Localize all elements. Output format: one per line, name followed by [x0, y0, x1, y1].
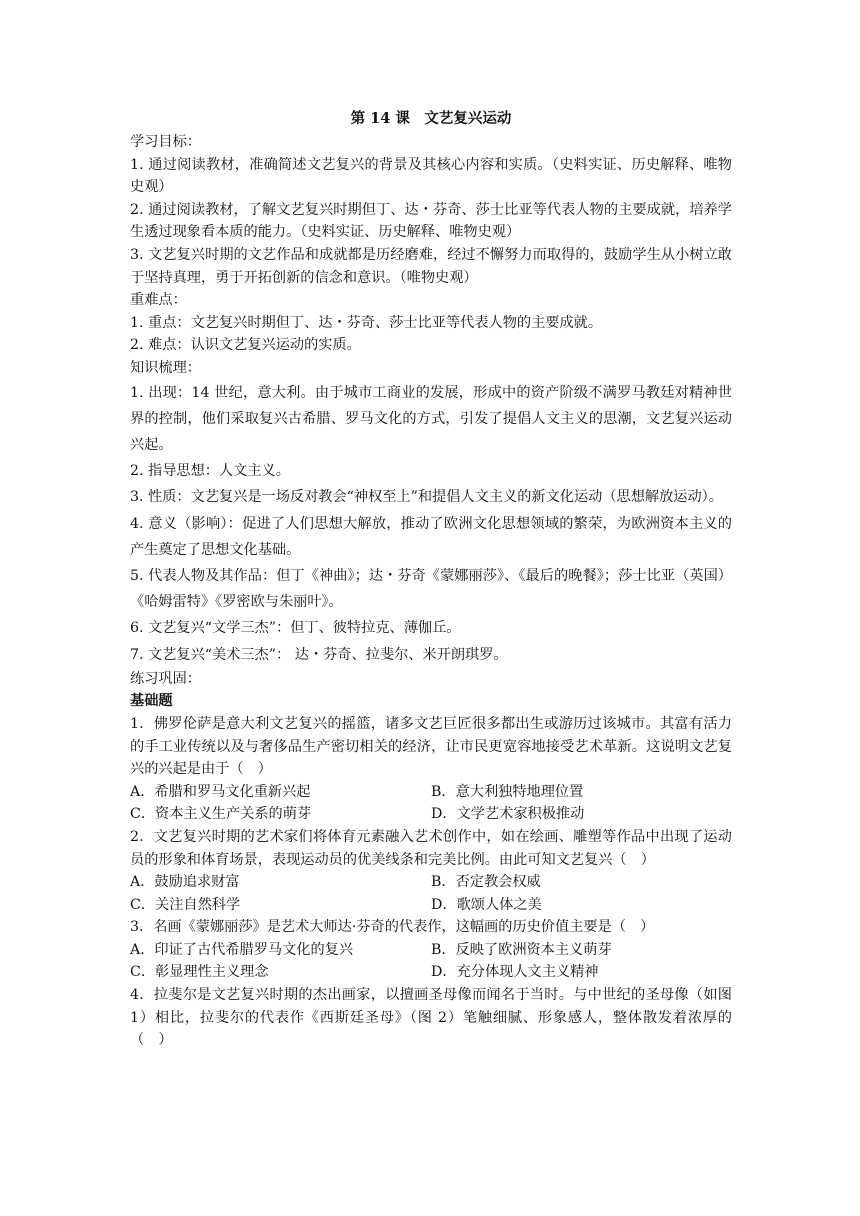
- option-a: A．印证了古代希腊罗马文化的复兴: [130, 941, 354, 958]
- knowledge-item: 2. 指导思想：人文主义。: [130, 463, 290, 480]
- practice-heading: 练习巩固：: [130, 670, 201, 687]
- question-stem: 4．拉斐尔是文艺复兴时期的杰出画家，以擅画圣母像而闻名于当时。与中世纪的圣母像（如图 1）相比，拉斐尔的代表作《西斯廷圣母》（图 2）笔触细腻、形象感人，整体散发着浓厚的（ ）: [130, 987, 732, 1049]
- knowledge-item: 7. 文艺复兴“美术三杰”： 达・芬奇、拉斐尔、米开朗琪罗。: [130, 646, 508, 663]
- key-point-item: 1. 重点：文艺复兴时期但丁、达・芬奇、莎士比亚等代表人物的主要成就。: [130, 314, 603, 331]
- option-row: [130, 961, 732, 984]
- option-b: B．意大利独特地理位置: [431, 783, 584, 800]
- knowledge-item: 6. 文艺复兴“文学三杰”：但丁、彼特拉克、薄伽丘。: [130, 620, 461, 637]
- option-a: A．鼓励追求财富: [130, 874, 240, 891]
- option-a: A．希腊和罗马文化重新兴起: [130, 783, 311, 800]
- key-point-item: 2. 难点：认识文艺复兴运动的实质。: [130, 337, 361, 354]
- question-stem: 3．名画《蒙娜丽莎》是艺术大师达·芬奇的代表作，这幅画的历史价值主要是（ ）: [130, 919, 655, 936]
- option-row: [130, 871, 732, 894]
- question-stem: 1．佛罗伦萨是意大利文艺复兴的摇篮，诸多文艺巨匠很多都出生或游历过该城市。其富有活力的手工业传统以及与奢侈品生产密切相关的经济，让市民更宽容地接受艺术革新。这说明文艺复兴的兴起是由于（ ）: [130, 715, 732, 778]
- goal-item: 1. 通过阅读教材，准确简述文艺复兴的背景及其核心内容和实质。（史料实证、历史解释、唯物史观）: [130, 156, 732, 196]
- goal-item: 3. 文艺复兴时期的文艺作品和成就都是历经磨难，经过不懈努力而取得的，鼓励学生从小树立敢于坚持真理，勇于开拓创新的信念和意识。（唯物史观）: [130, 246, 732, 286]
- option-row: [130, 939, 732, 962]
- option-row: [130, 894, 732, 917]
- option-d: D．歌颂人体之美: [431, 896, 542, 913]
- question-stem: 2．文艺复兴时期的艺术家们将体育元素融入艺术创作中，如在绘画、雕塑等作品中出现了运动员的形象和体育场景，表现运动员的优美线条和完美比例。由此可知文艺复兴（ ）: [130, 828, 732, 868]
- option-b: B．反映了欧洲资本主义萌芽: [431, 941, 612, 958]
- option-c: C．资本主义生产关系的萌芽: [130, 806, 312, 823]
- option-b: B．否定教会权威: [431, 874, 541, 891]
- knowledge-item: 4. 意义（影响）：促进了人们思想大解放，推动了欧洲文化思想领域的繁荣，为欧洲资本主义的产生奠定了思想文化基础。: [130, 515, 732, 558]
- goals-heading: 学习目标：: [130, 134, 201, 150]
- knowledge-item: 3. 性质：文艺复兴是一场反对教会“神权至上”和提倡人文主义的新文化运动（思想解放运动）。: [130, 489, 723, 506]
- knowledge-heading: 知识梳理：: [130, 359, 201, 376]
- section-heading: 基础题: [130, 693, 173, 710]
- option-row: [130, 781, 732, 804]
- option-d: D．文学艺术家积极推动: [431, 806, 585, 823]
- option-d: D．充分体现人文主义精神: [431, 964, 599, 981]
- option-c: C．彰显理性主义理念: [130, 964, 269, 981]
- option-c: C．关注自然科学: [130, 896, 241, 913]
- knowledge-item: 5. 代表人物及其作品：但丁《神曲》；达・芬奇《蒙娜丽莎》、《最后的晚餐》；莎士比亚（英国）《哈姆雷特》《罗密欧与朱丽叶》。: [130, 567, 732, 611]
- lesson-title: 第 14 课 文艺复兴运动: [350, 110, 512, 127]
- document-page: [130, 109, 732, 1052]
- knowledge-item: 1. 出现：14 世纪，意大利。由于城市工商业的发展，形成中的资产阶级不满罗马教廷对精神世界的控制，他们采取复兴古希腊、罗马文化的方式，引发了提倡人文主义的思潮，文艺复兴运动兴起。: [130, 384, 732, 453]
- goal-item: 2. 通过阅读教材，了解文艺复兴时期但丁、达・芬奇、莎士比亚等代表人物的主要成就，培养学生透过现象看本质的能力。（史料实证、历史解释、唯物史观）: [130, 201, 732, 241]
- option-row: [130, 803, 732, 826]
- key-points-heading: 重难点：: [130, 292, 187, 309]
